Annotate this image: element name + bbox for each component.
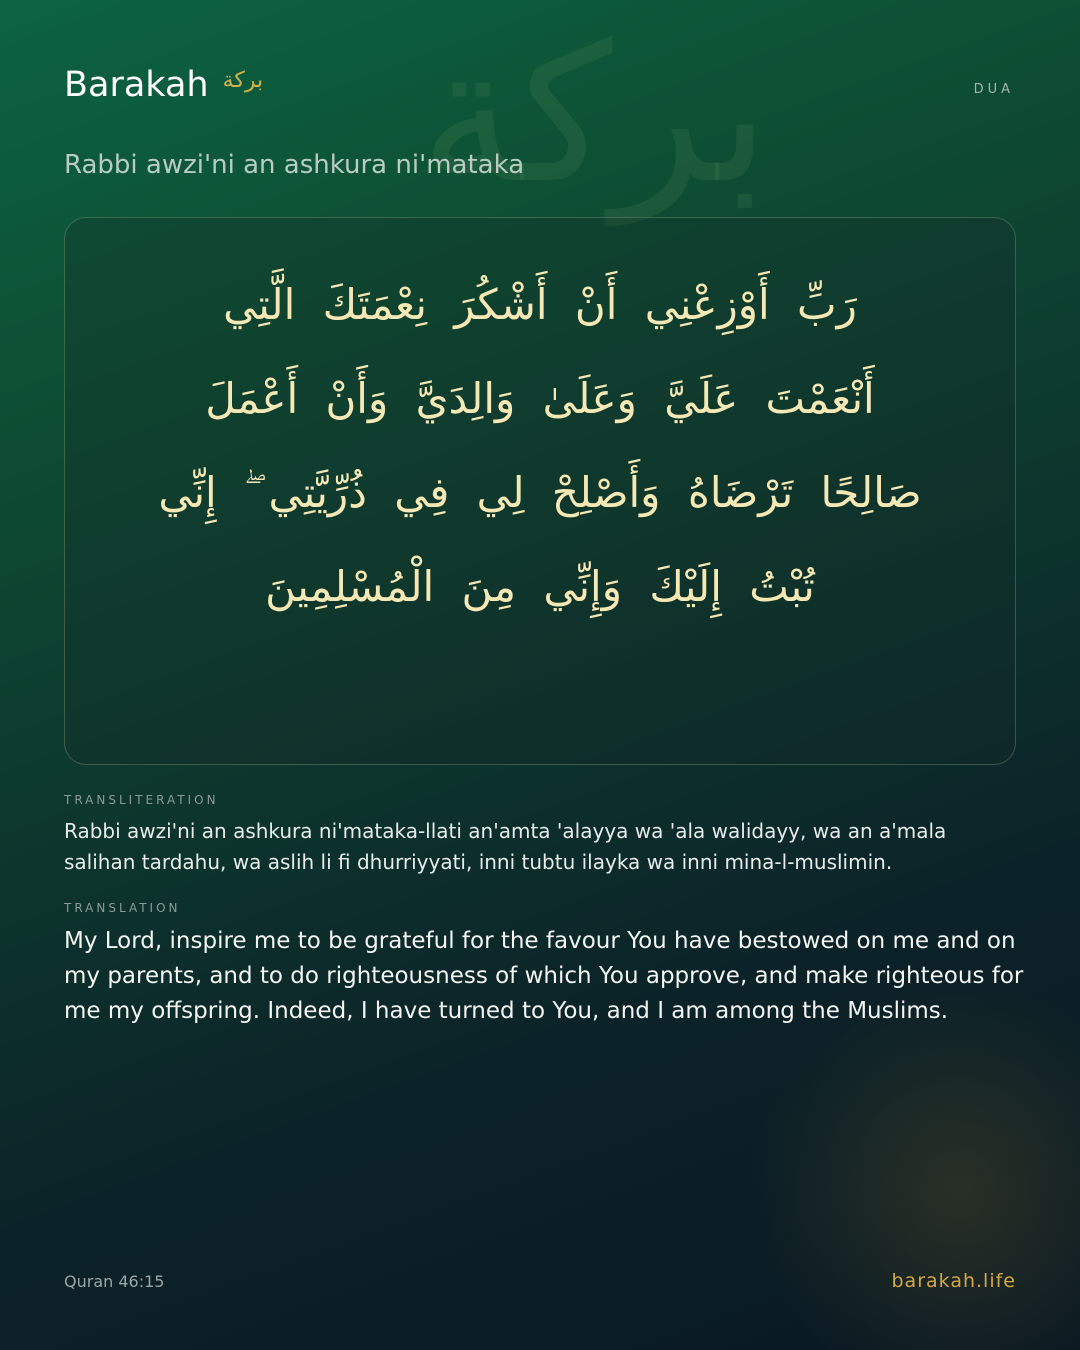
verse-source: Quran 46:15 [64, 1272, 165, 1291]
watermark-arabic-logo: بركة [420, 4, 771, 225]
translation-label: TRANSLATION [64, 901, 181, 915]
transliteration-text: Rabbi awzi'ni an ashkura ni'mataka-llati an'amta 'alayya wa 'ala walidayy, wa an a'mala salihan tardahu, wa aslih li fi dhurriyyati, inni tubtu ilayka wa inni mina-l-muslimin. [64, 819, 947, 874]
arabic-verse-text: رَبِّ أَوْزِعْنِي أَنْ أَشْكُرَ نِعْمَتَكَ الَّتِي أَنْعَمْتَ عَلَيَّ وَعَلَىٰ وَالِدَيَّ وَأَنْ أَعْمَلَ صَالِحًا تَرْضَاهُ وَأَصْلِحْ لِي فِي ذُرِّيَّتِي ۖ إِنِّي تُبْتُ إِلَيْكَ وَإِنِّي مِنَ الْمُسْلِمِينَ [158, 280, 922, 611]
arabic-verse-card [64, 217, 1016, 765]
translation-text: My Lord, inspire me to be grateful for the favour You have bestowed on me and on my parents, and to do righteousness of which You approve, and make righteous for me my offspring. Indeed, I have turned to You, and I am among the Muslims. [64, 928, 1024, 1024]
brand-arabic-name: بركة [222, 68, 264, 93]
brand-header [64, 66, 263, 105]
dua-subtitle: Rabbi awzi'ni an ashkura ni'mataka [64, 150, 525, 180]
transliteration-label: TRANSLITERATION [64, 793, 219, 807]
site-link[interactable]: barakah.life [891, 1270, 1016, 1292]
category-tag: DUA [973, 82, 1014, 97]
brand-name: Barakah [64, 65, 209, 105]
